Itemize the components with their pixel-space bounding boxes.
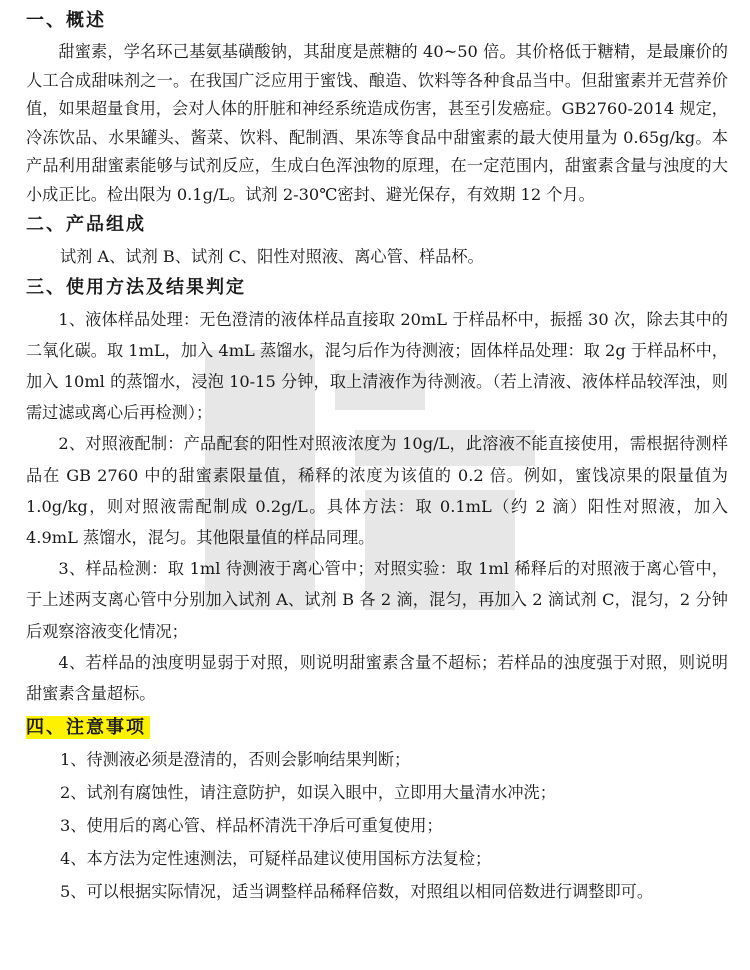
composition-text: 试剂 A、试剂 B、试剂 C、阳性对照液、离心管、样品杯。 — [60, 246, 484, 266]
note-item: 2、试剂有腐蚀性，请注意防护，如误入眼中，立即用大量清水冲洗； — [60, 783, 556, 803]
usage-step: 4、若样品的浊度明显弱于对照，则说明甜蜜素含量不超标；若样品的浊度强于对照，则说明甜蜜素含量超标。 — [26, 652, 728, 703]
note-item: 5、可以根据实际情况，适当调整样品稀释倍数，对照组以相同倍数进行调整即可。 — [60, 882, 654, 902]
usage-steps — [26, 304, 728, 710]
overview-paragraph: 甜蜜素，学名环己基氨基磺酸钠，其甜度是蔗糖的 40~50 倍。其价格低于糖精，是最廉价的人工合成甜味剂之一。在我国广泛应用于蜜饯、酿造、饮料等各种食品当中。但甜蜜素并无营养价值，如果超量食用，会对人体的肝脏和神经系统造成伤害，甚至引发癌症。GB2760-2014 规定，冷冻饮品、水果罐头、酱菜、饮料、配制酒、果冻等食品中甜蜜素的最大使用量为 0.65g/kg。本产品利用甜蜜素能够与试剂反应，生成白色浑浊物的原理，在一定范围内，甜蜜素含量与浊度的大小成正比。检出限为 0.1g/L。试剂 2-30℃密封、避光保存，有效期 12 个月。 — [26, 42, 728, 204]
section-title-overview: 一、概述 — [26, 10, 106, 31]
section-title-composition: 二、产品组成 — [26, 213, 146, 235]
note-item: 1、待测液必须是澄清的，否则会影响结果判断； — [60, 750, 411, 770]
usage-step: 2、对照液配制：产品配套的阳性对照液浓度为 10g/L，此溶液不能直接使用，需根据待测样品在 GB 2760 中的甜蜜素限量值，稀释的浓度为该值的 0.2 倍。例如，蜜饯凉果的限量值为 1.0g/kg，则对照液需配制成 0.2g/L。具体方法：取 0.1mL（约 2 滴）阳性对照液，加入 4.9mL 蒸馏水，混匀。其他限量值的样品同理。 — [26, 434, 728, 547]
note-item: 3、使用后的离心管、样品杯清洗干净后可重复使用； — [60, 816, 443, 836]
highlighted-title: 四、注意事项 — [26, 716, 150, 739]
section-title-notes — [26, 713, 728, 743]
usage-step: 3、样品检测：取 1ml 待测液于离心管中；对照实验：取 1ml 稀释后的对照液于离心管中，于上述两支离心管中分别加入试剂 A、试剂 B 各 2 滴，混匀，再加入 2 滴试剂 C，混匀，2 分钟后观察溶液变化情况； — [26, 559, 728, 641]
note-item: 4、本方法为定性速测法，可疑样品建议使用国标方法复检； — [60, 849, 492, 869]
section-title-usage: 三、使用方法及结果判定 — [26, 276, 246, 298]
usage-step: 1、液体样品处理：无色澄清的液体样品直接取 20mL 于样品杯中，振摇 30 次，除去其中的二氧化碳。取 1mL，加入 4mL 蒸馏水，混匀后作为待测液；固体样品处理：取 2g 于样品杯中，加入 10ml 的蒸馏水，浸泡 10-15 分钟，取上清液作为待测液。（若上清液、液体样品较浑浊，则需过滤或离心后再检测）； — [26, 309, 728, 423]
